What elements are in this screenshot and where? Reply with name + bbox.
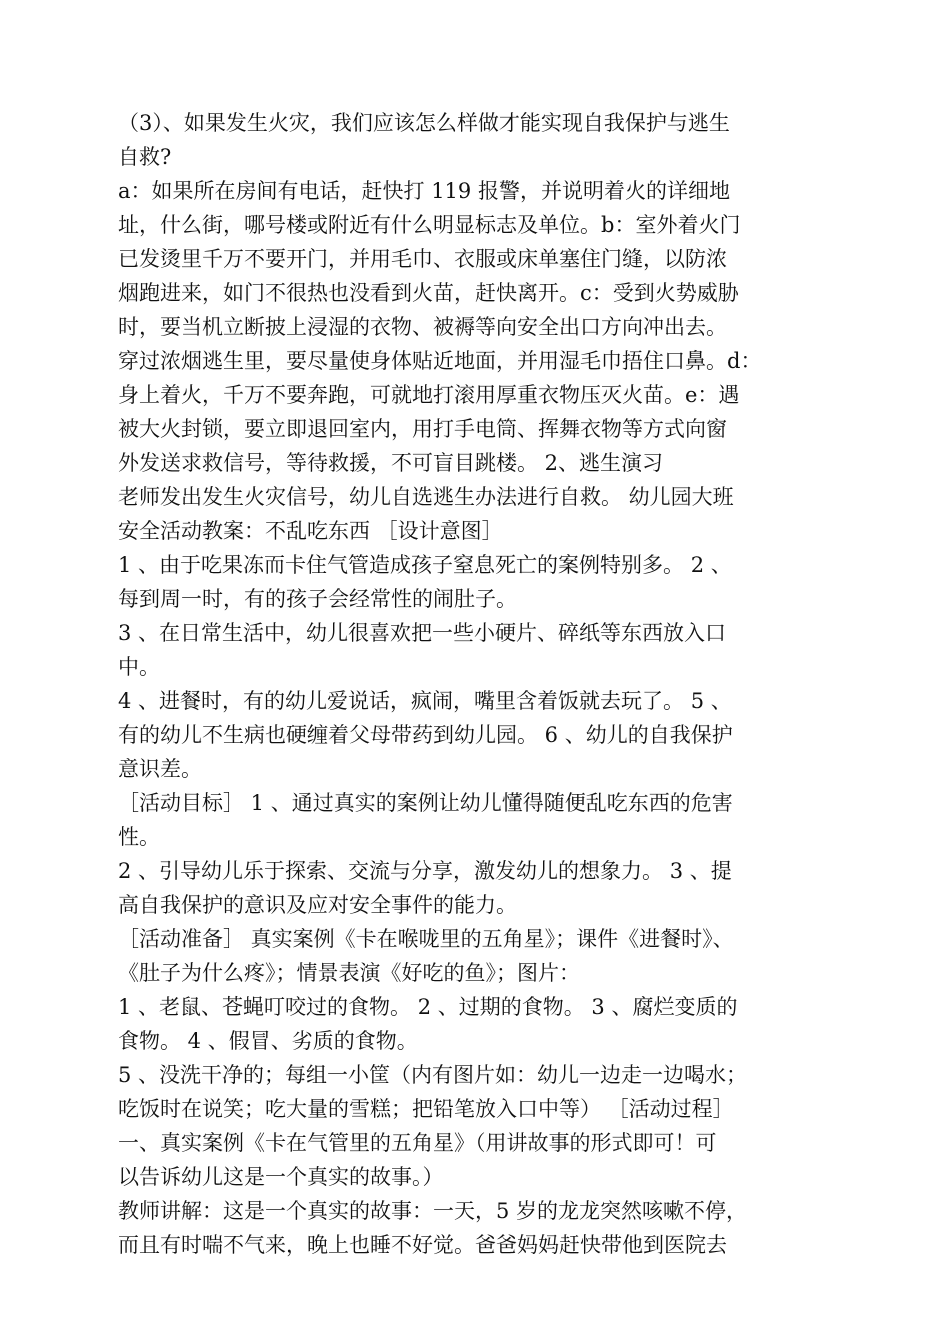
text-line: 食物。 4 、假冒、劣质的食物。	[118, 1029, 418, 1053]
text-line: 吃饭时在说笑；吃大量的雪糕；把铅笔放入口中等） ［活动过程］	[118, 1097, 734, 1121]
text-line: 外发送求救信号，等待救援，不可盲目跳楼。 2、逃生演习	[118, 451, 664, 475]
text-line: 意识差。	[118, 757, 202, 781]
text-line: 身上着火，千万不要奔跑，可就地打滚用厚重衣物压灭火苗。e：遇	[118, 383, 740, 407]
text-line: a：如果所在房间有电话，赶快打 119 报警，并说明着火的详细地	[118, 179, 730, 203]
text-line: 以告诉幼儿这是一个真实的故事。）	[118, 1165, 444, 1189]
text-line: 性。	[118, 825, 160, 849]
text-line: （3）、如果发生火灾，我们应该怎么样做才能实现自我保护与逃生	[118, 111, 730, 135]
text-line: 时，要当机立断披上浸湿的衣物、被褥等向安全出口方向冲出去。	[118, 315, 727, 339]
text-line: 5 、没洗干净的；每组一小筐（内有图片如：幼儿一边走一边喝水；	[118, 1063, 748, 1087]
text-line: 自救?	[118, 145, 172, 169]
text-line: 1 、老鼠、苍蝇叮咬过的食物。 2 、过期的食物。 3 、腐烂变质的	[118, 995, 738, 1019]
text-line: 3 、在日常生活中，幼儿很喜欢把一些小硬片、碎纸等东西放入口	[118, 621, 727, 645]
text-line: 《肚子为什么疼》；情景表演《好吃的鱼》；图片：	[118, 961, 580, 985]
text-line: 已发烫里千万不要开门，并用毛巾、衣服或床单塞住门缝，以防浓	[118, 247, 727, 271]
text-line: 烟跑进来，如门不很热也没看到火苗，赶快离开。c：受到火势威胁	[118, 281, 739, 305]
text-line: ［活动目标］ 1 、通过真实的案例让幼儿懂得随便乱吃东西的危害	[118, 791, 733, 815]
text-line: 2 、引导幼儿乐于探索、交流与分享，激发幼儿的想象力。 3 、提	[118, 859, 732, 883]
text-line: 高自我保护的意识及应对安全事件的能力。	[118, 893, 517, 917]
document-body	[118, 106, 858, 1262]
text-line: 穿过浓烟逃生里，要尽量使身体贴近地面，并用湿毛巾捂住口鼻。d：	[118, 349, 762, 373]
text-line: 1 、由于吃果冻而卡住气管造成孩子窒息死亡的案例特别多。 2 、	[118, 553, 732, 577]
text-line: ［活动准备］ 真实案例《卡在喉咙里的五角星》；课件《进餐时》、	[118, 927, 734, 951]
text-line: 有的幼儿不生病也硬缠着父母带药到幼儿园。 6 、幼儿的自我保护	[118, 723, 733, 747]
text-line: 址，什么街，哪号楼或附近有什么明显标志及单位。b：室外着火门	[118, 213, 741, 237]
text-line: 教师讲解：这是一个真实的故事：一天，5 岁的龙龙突然咳嗽不停，	[118, 1199, 748, 1223]
text-line: 4 、进餐时，有的幼儿爱说话，疯闹，嘴里含着饭就去玩了。 5 、	[118, 689, 732, 713]
text-line: 老师发出发生火灾信号，幼儿自选逃生办法进行自救。 幼儿园大班	[118, 485, 734, 509]
text-line: 安全活动教案：不乱吃东西 ［设计意图］	[118, 519, 503, 543]
text-line: 而且有时喘不气来，晚上也睡不好觉。爸爸妈妈赶快带他到医院去	[118, 1233, 727, 1257]
text-line: 一、真实案例《卡在气管里的五角星》（用讲故事的形式即可！可	[118, 1131, 717, 1155]
text-line: 每到周一时，有的孩子会经常性的闹肚子。	[118, 587, 517, 611]
text-line: 中。	[118, 655, 160, 679]
text-line: 被大火封锁，要立即退回室内，用打手电筒、挥舞衣物等方式向窗	[118, 417, 727, 441]
